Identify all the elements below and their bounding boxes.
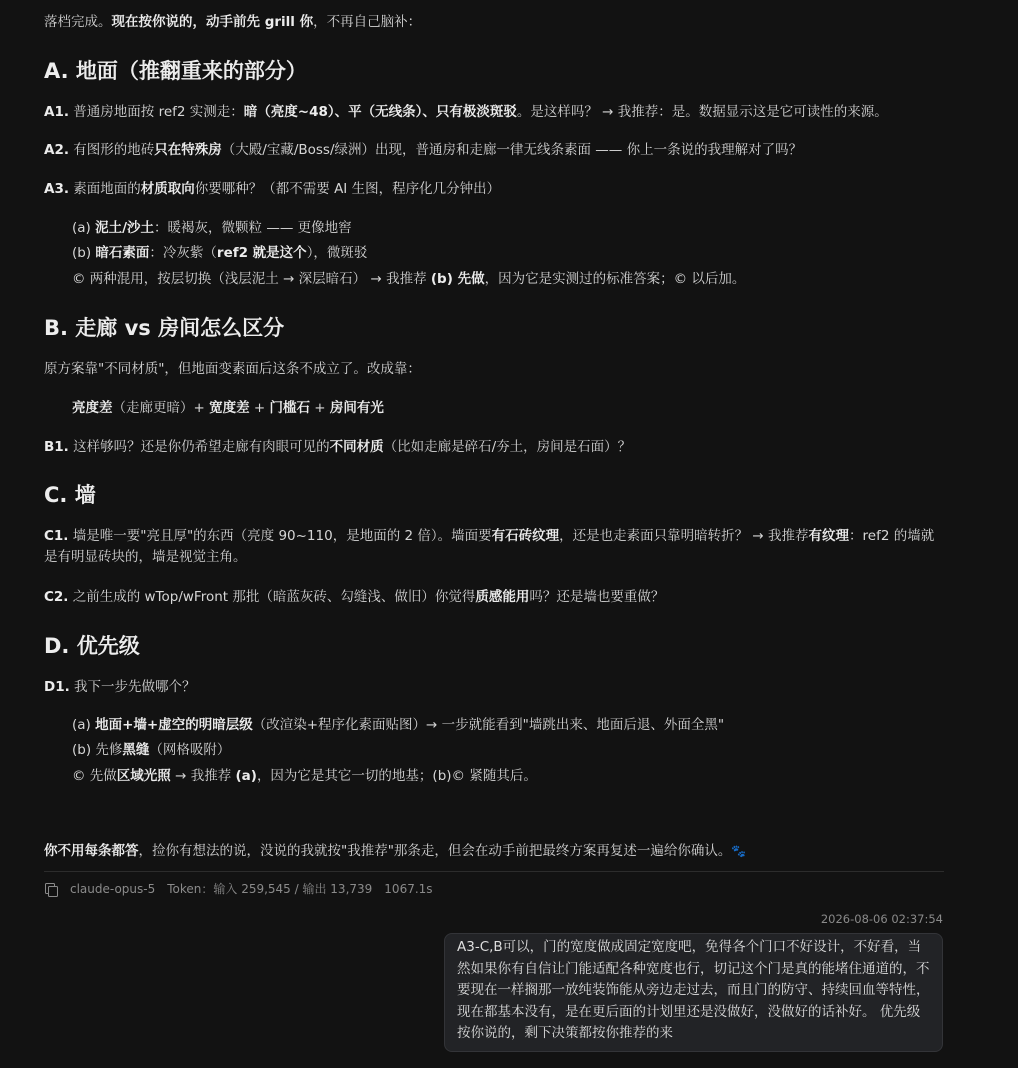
user-message-bubble [444, 933, 943, 1052]
intro-line: 落档完成。现在按你说的，动手前先 grill 你，不再自己脑补： [44, 14, 422, 30]
question-c2: C2. 之前生成的 wTop/wFront 那批（暗蓝灰砖、勾缝浅、做旧）你觉得质感能用吗？还是墙也要重做？ [44, 589, 665, 605]
option-d1-c: © 先做区域光照 → 我推荐 (a)，因为它是其它一切的地基；(b)© 紧随其后。 [72, 768, 537, 784]
question-d1: D1. 我下一步先做哪个？ [44, 679, 196, 695]
section-b-formula: 亮度差（走廊更暗）+ 宽度差 + 门槛石 + 房间有光 [72, 400, 384, 416]
question-c1: C1. 墙是唯一要"亮且厚"的东西（亮度 90~110，是地面的 2 倍）。墙面要有石砖纹理，还是也走素面只靠明暗转折？ → 我推荐有纹理：ref2 的墙就是有明显砖块的，墙是视觉主角。 [44, 528, 935, 565]
question-a1: A1. 普通房地面按 ref2 实测走：暗（亮度~48）、平（无线条）、只有极淡斑驳。是这样吗？ → 我推荐：是。数据显示这是它可读性的来源。 [44, 104, 888, 120]
message-divider [44, 871, 944, 872]
option-a3-c: © 两种混用，按层切换（浅层泥土 → 深层暗石） → 我推荐 (b) 先做，因为它是实测过的标准答案；© 以后加。 [72, 271, 746, 287]
section-c-title: C. 墙 [44, 483, 96, 507]
section-d-title: D. 优先级 [44, 634, 140, 658]
question-a3: A3. 素面地面的材质取向你要哪种？（都不需要 AI 生图，程序化几分钟出） [44, 181, 501, 197]
option-d1-a: (a) 地面+墙+虚空的明暗层级（改渲染+程序化素面贴图）→ 一步就能看到"墙跳出来、地面后退、外面全黑" [72, 717, 725, 733]
question-a2: A2. 有图形的地砖只在特殊房（大殿/宝藏/Boss/绿洲）出现，普通房和走廊一律无线条素面 —— 你上一条说的我理解对了吗？ [44, 142, 803, 158]
message-meta [44, 880, 445, 899]
question-b1: B1. 这样够吗？还是你仍希望走廊有肉眼可见的不同材质（比如走廊是碎石/夯土，房间是石面）？ [44, 439, 632, 455]
token-usage: Token：输入 259,545 / 输出 13,739 [167, 882, 373, 896]
paw-emoji-icon: 🐾 [731, 844, 747, 858]
user-message-timestamp: 2026-08-06 02:37:54 [820, 912, 943, 926]
section-a-title: A. 地面（推翻重来的部分） [44, 59, 307, 83]
section-b-title: B. 走廊 vs 房间怎么区分 [44, 316, 285, 340]
section-b-intro: 原方案靠"不同材质"，但地面变素面后这条不成立了。改成靠： [44, 361, 421, 377]
model-name: claude-opus-5 [70, 882, 156, 896]
option-a3-a: (a) 泥土/沙土：暖褐灰，微颗粒 —— 更像地窖 [72, 220, 352, 236]
closing-line: 你不用每条都答，捡你有想法的说，没说的我就按"我推荐"那条走，但会在动手前把最终方案再复述一遍给你确认。🐾 [44, 843, 747, 859]
copy-icon[interactable] [44, 882, 58, 896]
option-a3-b: (b) 暗石素面：冷灰紫（ref2 就是这个），微斑驳 [72, 245, 368, 261]
response-duration: 1067.1s [384, 882, 433, 896]
user-message-text: A3-C,B可以，门的宽度做成固定宽度吧，免得各个门口不好设计，不好看，当然如果你有自信让门能适配各种宽度也行，切记这个门是真的能堵住通道的，不要现在一样搁那一放纯装饰能从旁边走过去，而且门的防守、持续回血等特性，现在都基本没有，是在更后面的计划里还是没做好，没做好的话补好。 优先级按你说的，剩下决策都按你推荐的来 [457, 939, 930, 1042]
option-d1-b: (b) 先修黑缝（网格吸附） [72, 742, 231, 758]
